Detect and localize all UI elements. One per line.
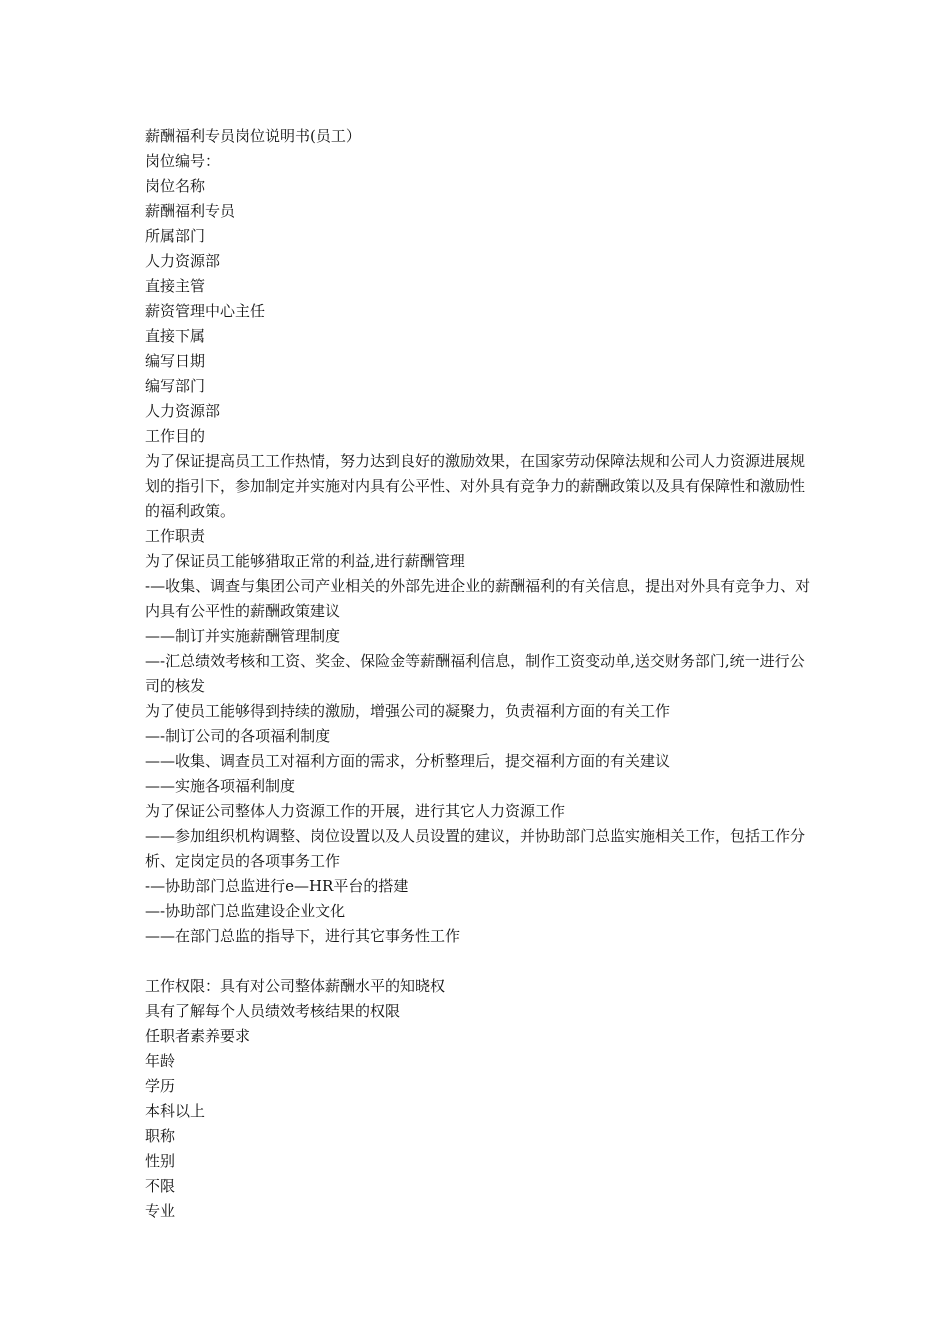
- duty-item: -—协助部门总监进行e—HR平台的搭建: [145, 877, 409, 895]
- gender-value: 不限: [145, 1177, 176, 1195]
- duty-item: —-制订公司的各项福利制度: [145, 727, 331, 745]
- document-body: [145, 124, 815, 1224]
- position-name-label: 岗位名称: [145, 177, 206, 195]
- department-label: 所属部门: [145, 227, 206, 245]
- document-title: 薪酬福利专员岗位说明书(员工）: [145, 127, 361, 145]
- age-label: 年龄: [145, 1052, 176, 1070]
- position-name-value: 薪酬福利专员: [145, 202, 236, 220]
- job-authority-text: 工作权限：具有对公司整体薪酬水平的知晓权: [145, 977, 446, 995]
- qualification-heading: 任职者素养要求: [145, 1027, 251, 1045]
- education-label: 学历: [145, 1077, 176, 1095]
- duty-item: ——制订并实施薪酬管理制度: [145, 627, 341, 645]
- duty-item: —-协助部门总监建设企业文化: [145, 902, 346, 920]
- duty-item: ——实施各项福利制度: [145, 777, 296, 795]
- job-purpose-heading: 工作目的: [145, 427, 206, 445]
- gender-label: 性别: [145, 1152, 176, 1170]
- written-department-value: 人力资源部: [145, 402, 221, 420]
- written-department-label: 编写部门: [145, 377, 206, 395]
- job-authority-text: 具有了解每个人员绩效考核结果的权限: [145, 1002, 401, 1020]
- job-duties-heading: 工作职责: [145, 527, 206, 545]
- supervisor-value: 薪资管理中心主任: [145, 302, 266, 320]
- duty-item: ——在部门总监的指导下，进行其它事务性工作: [145, 927, 461, 945]
- duty-group-3: 为了保证公司整体人力资源工作的开展，进行其它人力资源工作: [145, 802, 566, 820]
- subordinates-label: 直接下属: [145, 327, 206, 345]
- duty-item: -—收集、调查与集团公司产业相关的外部先进企业的薪酬福利的有关信息，提出对外具有竞争力、对内具有公平性的薪酬政策建议: [145, 577, 811, 620]
- duty-item: —-汇总绩效考核和工资、奖金、保险金等薪酬福利信息，制作工资变动单,送交财务部门,统一进行公司的核发: [145, 652, 805, 695]
- title-label: 职称: [145, 1127, 176, 1145]
- position-number-label: 岗位编号：: [145, 152, 221, 170]
- duty-group-1: 为了保证员工能够猎取正常的利益,进行薪酬管理: [145, 552, 465, 570]
- supervisor-label: 直接主管: [145, 277, 206, 295]
- written-date-label: 编写日期: [145, 352, 206, 370]
- major-label: 专业: [145, 1202, 176, 1220]
- duty-group-2: 为了使员工能够得到持续的激励，增强公司的凝聚力，负责福利方面的有关工作: [145, 702, 671, 720]
- duty-item: ——参加组织机构调整、岗位设置以及人员设置的建议，并协助部门总监实施相关工作，包括工作分析、定岗定员的各项事务工作: [145, 827, 806, 870]
- department-value: 人力资源部: [145, 252, 221, 270]
- job-purpose-text: 为了保证提高员工工作热情，努力达到良好的激励效果，在国家劳动保障法规和公司人力资源进展规划的指引下，参加制定并实施对内具有公平性、对外具有竞争力的薪酬政策以及具有保障性和激励性的福利政策。: [145, 452, 806, 520]
- blank-line: [145, 949, 815, 974]
- education-value: 本科以上: [145, 1102, 206, 1120]
- duty-item: ——收集、调查员工对福利方面的需求，分析整理后，提交福利方面的有关建议: [145, 752, 671, 770]
